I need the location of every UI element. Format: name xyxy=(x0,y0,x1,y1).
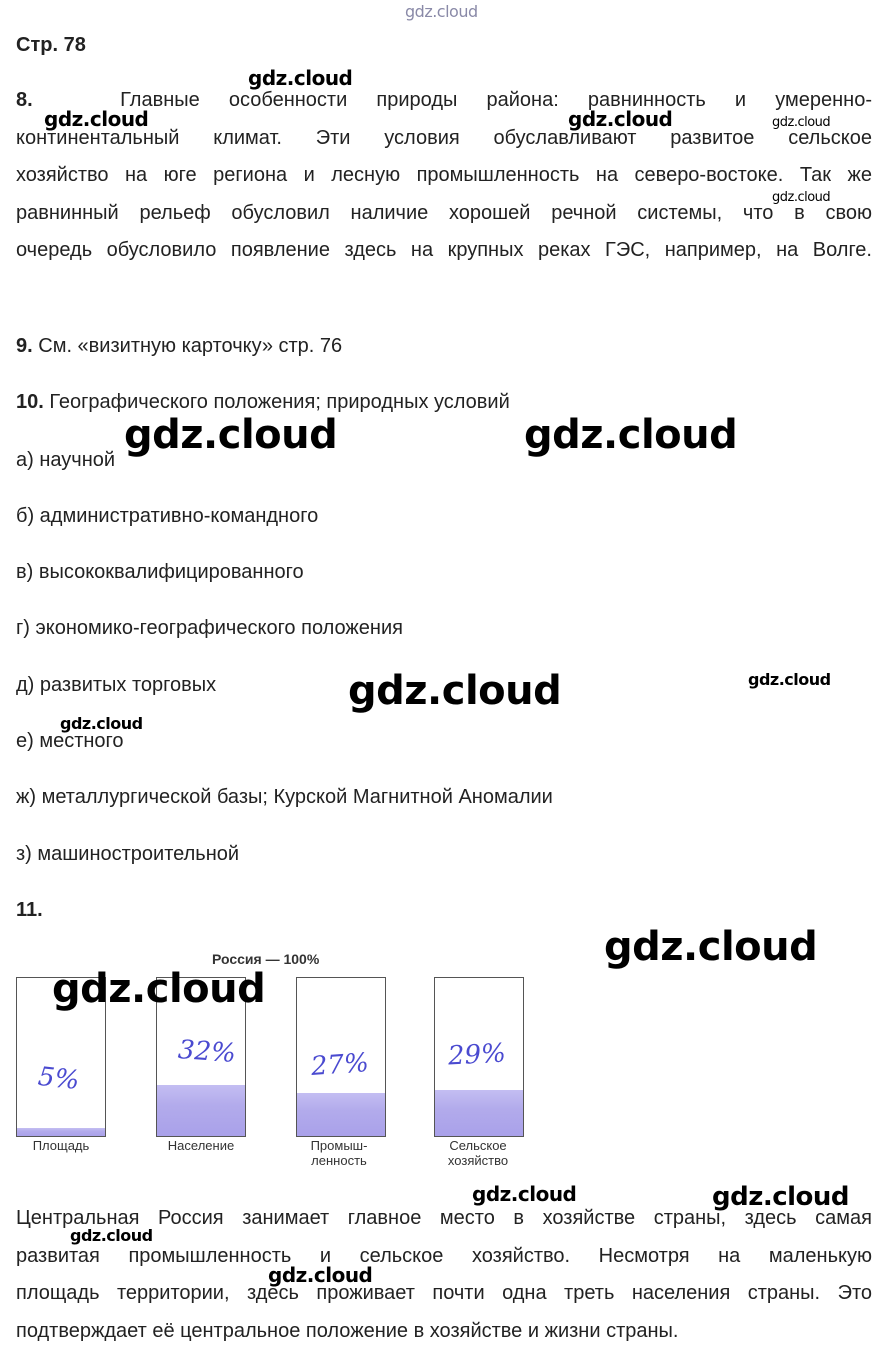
bar-fill-population xyxy=(157,1085,245,1136)
answer-10 xyxy=(16,391,510,414)
answer-8-line: равнинный рельеф обусловил наличие хорошей речной системы, что в свою xyxy=(16,195,872,233)
answer-10-item: б) административно-командного xyxy=(16,505,318,528)
watermark: gdz.cloud xyxy=(60,714,143,733)
watermark: gdz.cloud xyxy=(748,670,831,689)
watermark: gdz.cloud xyxy=(70,1226,153,1245)
figure-title: Россия — 100% xyxy=(212,951,319,967)
answer-10-text: Географического положения; природных условий xyxy=(49,391,509,413)
watermark: gdz.cloud xyxy=(472,1182,576,1206)
value-population: 32% xyxy=(177,1035,237,1069)
answer-9 xyxy=(16,335,342,358)
conclusion-line: развитая промышленность и сельское хозяйство. Несмотря на маленькую xyxy=(16,1238,872,1276)
bar-label-industry: Промыш- ленность xyxy=(286,1138,392,1168)
answer-10-item: з) машиностроительной xyxy=(16,843,239,866)
conclusion-line: площадь территории, здесь проживает почти одна треть населения страны. Это xyxy=(16,1275,872,1313)
watermark: gdz.cloud xyxy=(44,107,148,131)
value-agriculture: 29% xyxy=(447,1039,506,1072)
watermark: gdz.cloud xyxy=(52,966,265,1012)
value-area: 5% xyxy=(37,1062,81,1096)
answer-10-item: ж) металлургической базы; Курской Магнитной Аномалии xyxy=(16,786,553,809)
watermark: gdz.cloud xyxy=(348,668,561,714)
watermark: gdz.cloud xyxy=(248,66,352,90)
answer-8-text: Главные особенности природы района: равнинность и умеренно- xyxy=(120,89,872,111)
conclusion-line: подтверждает её центральное положение в хозяйстве и жизни страны. xyxy=(16,1313,872,1351)
watermark: gdz.cloud xyxy=(772,190,830,205)
page-number: Стр. 78 xyxy=(16,34,86,57)
value-industry: 27% xyxy=(310,1048,370,1082)
answer-9-number: 9. xyxy=(16,335,33,357)
watermark: gdz.cloud xyxy=(712,1182,849,1212)
answer-9-text: См. «визитную карточку» стр. 76 xyxy=(38,335,342,357)
bar-fill-area xyxy=(17,1128,105,1136)
watermark: gdz.cloud xyxy=(524,412,737,458)
bar-label-agriculture: Сельское хозяйство xyxy=(425,1138,531,1168)
answer-8-line: континентальный климат. Эти условия обуславливают развитое сельское xyxy=(16,120,872,158)
watermark: gdz.cloud xyxy=(772,115,830,130)
answer-10-item: а) научной xyxy=(16,449,115,472)
answer-10-item: в) высококвалифицированного xyxy=(16,561,304,584)
watermark: gdz.cloud xyxy=(568,107,672,131)
watermark: gdz.cloud xyxy=(268,1263,372,1287)
answer-10-number: 10. xyxy=(16,391,44,413)
answer-10-item: е) местного xyxy=(16,730,124,753)
watermark: gdz.cloud xyxy=(405,2,478,21)
bar-fill-agriculture xyxy=(435,1090,523,1136)
answer-10-item: д) развитых торговых xyxy=(16,674,216,697)
answer-8-number: 8. xyxy=(16,89,33,111)
answer-11-number: 11. xyxy=(16,899,43,922)
answer-10-item: г) экономико-географического положения xyxy=(16,617,403,640)
watermark: gdz.cloud xyxy=(124,412,337,458)
bar-label-population: Население xyxy=(148,1138,254,1153)
conclusion-line: Центральная Россия занимает главное место в хозяйстве страны, здесь самая xyxy=(16,1200,872,1238)
bar-fill-industry xyxy=(297,1093,385,1136)
bar-label-area: Площадь xyxy=(8,1138,114,1153)
answer-8-line: хозяйство на юге региона и лесную промышленность на северо-востоке. Так же xyxy=(16,157,872,195)
watermark: gdz.cloud xyxy=(604,924,817,970)
answer-11-conclusion xyxy=(16,1200,872,1350)
answer-8-line: очередь обусловило появление здесь на крупных реках ГЭС, например, на Волге. xyxy=(16,232,872,270)
